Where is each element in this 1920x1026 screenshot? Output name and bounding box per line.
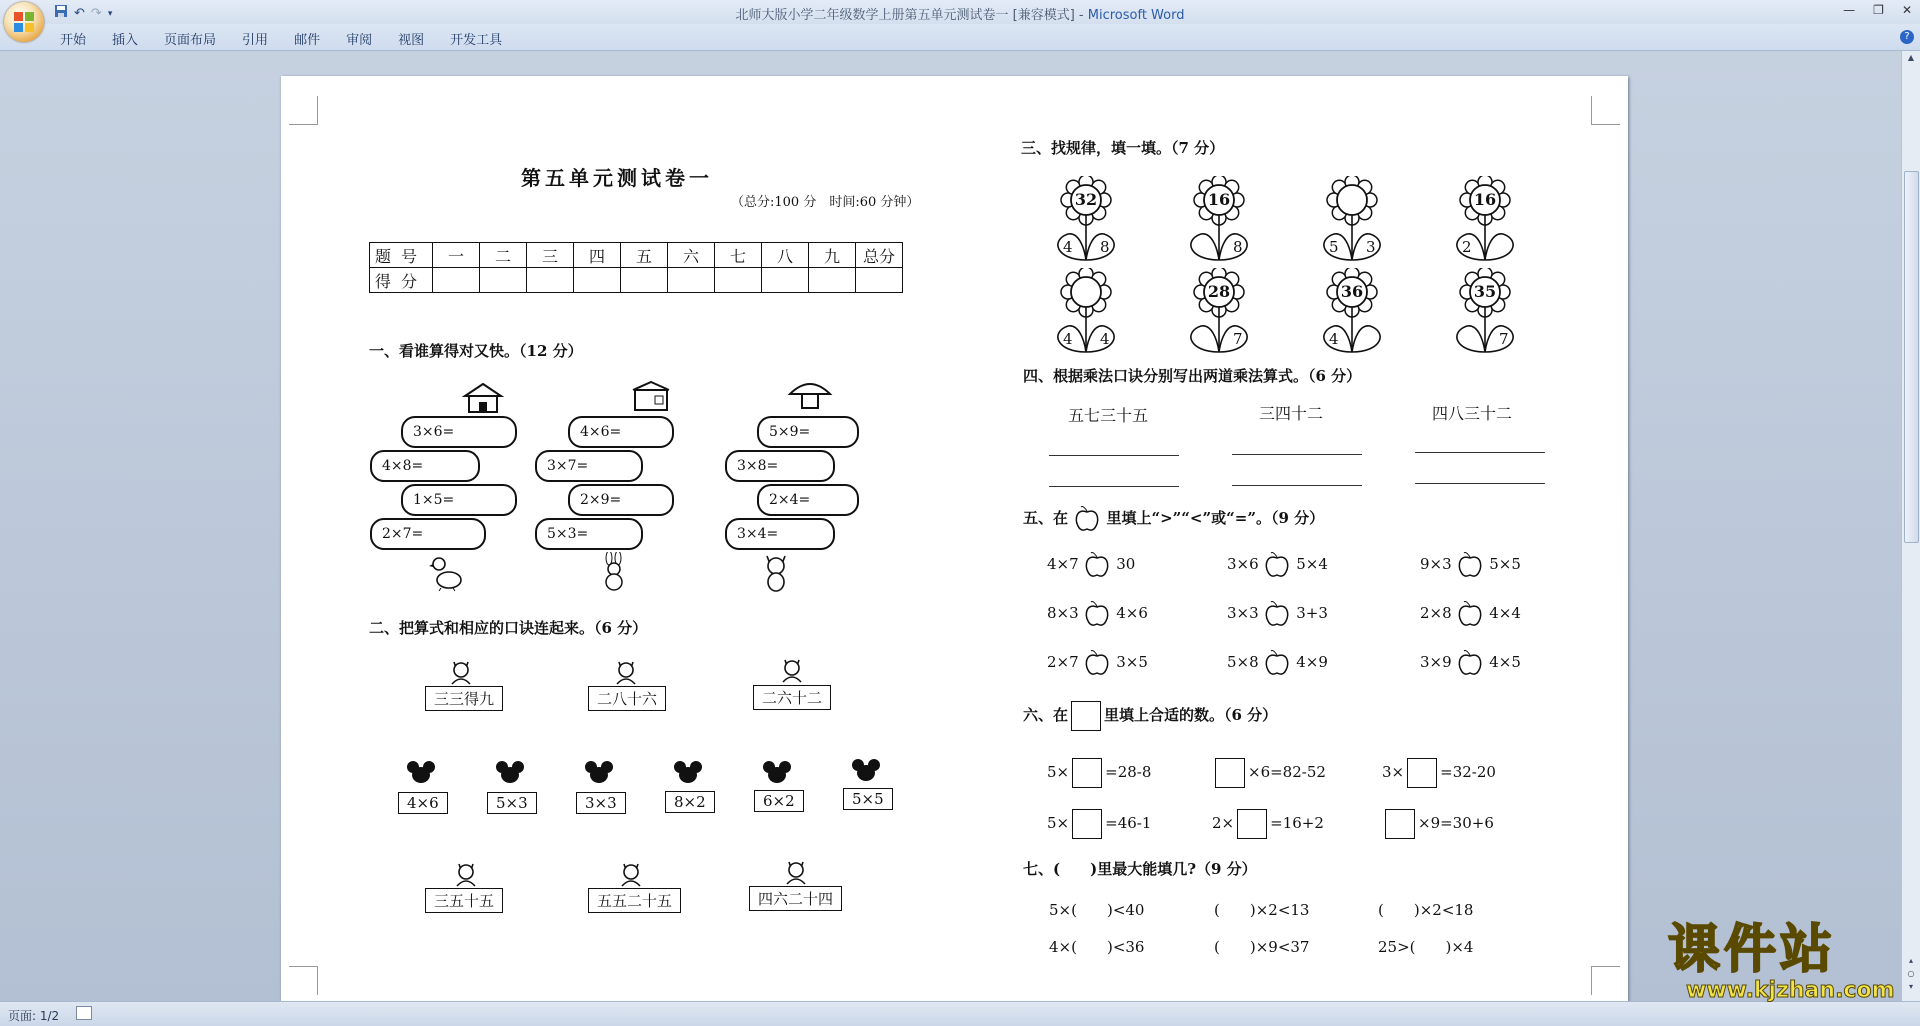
section-1-title: 一、看谁算得对又快。（12 分） <box>369 342 583 360</box>
window-controls <box>1843 3 1912 17</box>
flower-center-value: 32 <box>1074 190 1098 209</box>
site-watermark <box>1668 919 1895 1003</box>
answer-box[interactable] <box>1407 758 1437 788</box>
flower-right-value: 8 <box>1100 238 1110 256</box>
restore-icon[interactable]: ❐ <box>1873 3 1884 17</box>
prev-page-icon[interactable]: ▴ <box>1908 956 1913 965</box>
verse-label: 二八十六 <box>588 686 666 711</box>
max-fill-item[interactable]: ( )×2<13 <box>1214 901 1310 919</box>
expr-label: 3×3 <box>576 792 626 814</box>
score-cell: 九 <box>809 243 856 268</box>
compare-right: 5×4 <box>1296 555 1328 573</box>
section-6-title-b: 里填上合适的数。（6 分） <box>1104 706 1278 724</box>
calc-cloud: 3×6= <box>401 416 517 448</box>
tab-review[interactable]: 审阅 <box>346 33 373 48</box>
answer-line[interactable] <box>1232 485 1362 486</box>
verse-label: 五五二十五 <box>588 888 681 913</box>
section-5-title-a: 五、在 <box>1023 509 1069 527</box>
score-table-head: 题号 <box>370 243 433 268</box>
scroll-thumb[interactable] <box>1904 171 1919 543</box>
verse-label: 三五十五 <box>425 888 503 913</box>
flower-center-value: 28 <box>1207 282 1231 301</box>
apple-icon[interactable] <box>1263 551 1291 579</box>
window-title-doc: 北师大版小学二年级数学上册第五单元测试卷一 [兼容模式] - <box>735 8 1088 23</box>
ribbon <box>0 24 1920 51</box>
compare-item <box>1227 600 1328 628</box>
section-6-title <box>1023 701 1277 731</box>
rabbit-icon <box>599 552 629 592</box>
compare-right: 30 <box>1116 555 1136 573</box>
vertical-scrollbar[interactable] <box>1901 51 1920 1001</box>
office-logo-icon <box>13 11 35 33</box>
verse-label: 四六二十四 <box>749 886 842 911</box>
flower-center-value: 35 <box>1473 282 1497 301</box>
fill-prefix: 2× <box>1212 814 1235 832</box>
calc-cloud: 4×6= <box>568 416 674 448</box>
score-cell <box>433 268 480 293</box>
fill-item <box>1382 809 1494 839</box>
flower-left-value: 4 <box>1329 330 1339 348</box>
calc-cloud: 4×8= <box>370 450 480 482</box>
office-button[interactable] <box>4 2 44 42</box>
verse-item: 三四十二 <box>1259 404 1324 423</box>
flower <box>1046 268 1126 356</box>
compare-item <box>1047 600 1148 628</box>
verse-label: 二六十二 <box>753 685 831 710</box>
score-cell <box>762 268 809 293</box>
score-cell: 三 <box>527 243 574 268</box>
ribbon-tabs <box>60 29 528 48</box>
tab-page-layout[interactable]: 页面布局 <box>164 33 217 48</box>
apple-icon <box>1073 505 1101 533</box>
fill-suffix: =16+2 <box>1270 814 1324 832</box>
answer-line[interactable] <box>1415 483 1545 484</box>
cat-icon <box>616 860 646 888</box>
mouse-icon <box>405 760 437 784</box>
flower <box>1046 176 1126 264</box>
score-cell <box>480 268 527 293</box>
tab-insert[interactable]: 插入 <box>112 33 139 48</box>
answer-line[interactable] <box>1049 455 1179 456</box>
apple-icon[interactable] <box>1083 600 1111 628</box>
answer-line[interactable] <box>1415 452 1545 453</box>
verse-item: 四八三十二 <box>1432 404 1513 423</box>
flower-icon <box>1046 268 1126 356</box>
cat-icon <box>761 552 791 592</box>
section-5-title-b: 里填上“>”“<”或“=”。（9 分） <box>1106 509 1325 527</box>
compare-right: 3+3 <box>1296 604 1328 622</box>
doc-title: 第五单元测试卷一 <box>521 166 713 190</box>
flower <box>1179 268 1259 356</box>
compare-left: 4×7 <box>1047 555 1079 573</box>
calc-cloud: 1×5= <box>401 484 517 516</box>
apple-icon[interactable] <box>1263 649 1291 677</box>
expr-label: 4×6 <box>398 792 448 814</box>
compare-right: 4×9 <box>1296 653 1328 671</box>
compare-left: 9×3 <box>1420 555 1452 573</box>
compare-item <box>1227 551 1328 579</box>
page-indicator[interactable]: 页面: 1/2 <box>8 1009 60 1023</box>
flower-right-value: 7 <box>1499 330 1509 348</box>
fill-suffix: ×6=82-52 <box>1248 763 1326 781</box>
score-cell: 二 <box>480 243 527 268</box>
max-fill-item[interactable]: 5×( )<40 <box>1049 901 1145 919</box>
corner-mark <box>1591 966 1620 995</box>
score-cell <box>715 268 762 293</box>
score-cell <box>668 268 715 293</box>
compare-item <box>1047 649 1148 677</box>
tab-developer[interactable]: 开发工具 <box>450 33 503 48</box>
flower <box>1312 268 1392 356</box>
redo-icon[interactable]: ↷ <box>90 5 102 21</box>
mouse-icon <box>761 760 793 784</box>
corner-mark <box>1591 96 1620 125</box>
undo-icon[interactable]: ↶ <box>74 5 85 21</box>
flower-right-value: 7 <box>1233 330 1243 348</box>
tab-view[interactable]: 视图 <box>398 33 425 48</box>
verse-item: 五七三十五 <box>1068 406 1149 425</box>
flower-right-value: 4 <box>1100 330 1110 348</box>
calc-cloud: 3×4= <box>725 518 835 550</box>
fill-prefix: 3× <box>1382 763 1405 781</box>
expr-label: 5×3 <box>487 792 537 814</box>
answer-line[interactable] <box>1049 486 1179 487</box>
score-cell: 五 <box>621 243 668 268</box>
flower-center-value: 16 <box>1207 190 1231 209</box>
duck-icon <box>429 556 463 592</box>
max-fill-item[interactable]: ( )×2<18 <box>1378 901 1474 919</box>
compare-item <box>1420 649 1521 677</box>
fill-suffix: =28-8 <box>1105 763 1152 781</box>
section-4-title: 四、根据乘法口诀分别写出两道乘法算式。（6 分） <box>1023 367 1362 385</box>
flower-left-value: 5 <box>1329 238 1339 256</box>
calc-cloud: 5×9= <box>757 416 859 448</box>
fill-item <box>1047 809 1151 839</box>
compare-left: 2×7 <box>1047 653 1079 671</box>
score-cell <box>856 268 903 293</box>
document-page[interactable] <box>281 76 1628 1001</box>
tab-home[interactable]: 开始 <box>60 33 87 48</box>
score-cell: 八 <box>762 243 809 268</box>
section-3-title: 三、找规律，填一填。（7 分） <box>1021 139 1225 157</box>
next-page-icon[interactable]: ▾ <box>1908 982 1913 991</box>
fill-item <box>1047 758 1151 788</box>
doc-subtitle: （总分:100 分 时间:60 分钟） <box>731 195 920 210</box>
calc-cloud: 3×8= <box>725 450 835 482</box>
flower-center-value: 36 <box>1340 282 1364 301</box>
flower-icon <box>1312 176 1392 264</box>
compare-right: 3×5 <box>1116 653 1148 671</box>
flower-left-value: 2 <box>1462 238 1472 256</box>
close-icon[interactable]: ✕ <box>1901 3 1912 17</box>
flower <box>1312 176 1392 264</box>
calc-cloud: 2×4= <box>757 484 859 516</box>
mouse-icon <box>850 758 882 782</box>
compare-left: 3×3 <box>1227 604 1259 622</box>
expr-label: 6×2 <box>754 790 804 812</box>
answer-line[interactable] <box>1232 454 1362 455</box>
score-cell <box>574 268 621 293</box>
cat-icon <box>611 658 641 686</box>
minimize-icon[interactable]: — <box>1843 3 1856 17</box>
max-fill-item[interactable]: ( )×9<37 <box>1214 938 1310 956</box>
flower-center-value: 16 <box>1473 190 1497 209</box>
status-bar <box>0 1001 1920 1026</box>
scroll-up-icon[interactable]: ▲ <box>1907 53 1915 62</box>
watermark-brand: 课件站 <box>1668 919 1837 980</box>
flower-right-value: 8 <box>1233 238 1243 256</box>
expr-label: 5×5 <box>843 788 893 810</box>
answer-box[interactable] <box>1072 758 1102 788</box>
compare-left: 5×8 <box>1227 653 1259 671</box>
compare-right: 4×6 <box>1116 604 1148 622</box>
score-table-row <box>370 268 903 293</box>
blank-box <box>1071 701 1101 731</box>
cat-icon <box>777 656 807 684</box>
corner-mark <box>289 966 318 995</box>
flower <box>1179 176 1259 264</box>
score-cell: 一 <box>433 243 480 268</box>
fill-prefix: 5× <box>1047 763 1070 781</box>
help-icon[interactable]: ? <box>1900 30 1914 44</box>
section-7-title: 七、( )里最大能填几?（9 分） <box>1023 860 1257 878</box>
apple-icon[interactable] <box>1456 551 1484 579</box>
score-table <box>369 242 903 293</box>
house-icon <box>461 382 505 414</box>
score-cell: 六 <box>668 243 715 268</box>
score-cell <box>621 268 668 293</box>
calc-cloud: 2×7= <box>370 518 486 550</box>
max-fill-item[interactable]: 4×( )<36 <box>1049 938 1145 956</box>
score-table-row <box>370 243 903 268</box>
title-bar <box>0 0 1920 24</box>
compare-item <box>1227 649 1328 677</box>
watermark-url: www.kjzhan.com <box>1686 978 1895 1003</box>
score-cell: 七 <box>715 243 762 268</box>
house-icon <box>631 380 671 412</box>
apple-icon[interactable] <box>1263 600 1291 628</box>
score-cell <box>809 268 856 293</box>
proofing-icon[interactable] <box>76 1006 92 1020</box>
fill-suffix: =32-20 <box>1440 763 1496 781</box>
expr-label: 8×2 <box>665 791 715 813</box>
mouse-icon <box>583 760 615 784</box>
compare-right: 4×4 <box>1489 604 1521 622</box>
cat-icon <box>446 658 476 686</box>
browse-object-icon[interactable]: ○ <box>1907 969 1915 978</box>
cat-icon <box>451 860 481 888</box>
compare-item <box>1420 551 1521 579</box>
window-title <box>0 4 1920 23</box>
fill-suffix: ×9=30+6 <box>1418 814 1494 832</box>
score-table-head: 得分 <box>370 268 433 293</box>
compare-right: 4×5 <box>1489 653 1521 671</box>
fill-item <box>1212 809 1324 839</box>
section-2-title: 二、把算式和相应的口诀连起来。（6 分） <box>369 619 648 637</box>
apple-icon[interactable] <box>1083 551 1111 579</box>
customize-qat-icon[interactable]: ▾ <box>107 8 113 19</box>
fill-item <box>1212 758 1326 788</box>
fill-prefix: 5× <box>1047 814 1070 832</box>
flower <box>1445 268 1525 356</box>
flower-right-value: 3 <box>1366 238 1376 256</box>
flower-left-value: 4 <box>1063 330 1073 348</box>
flower-left-value: 4 <box>1063 238 1073 256</box>
score-cell <box>527 268 574 293</box>
score-cell: 总分 <box>856 243 903 268</box>
fill-suffix: =46-1 <box>1105 814 1152 832</box>
compare-item <box>1047 551 1135 579</box>
corner-mark <box>289 96 318 125</box>
verse-label: 三三得九 <box>425 686 503 711</box>
compare-left: 2×8 <box>1420 604 1452 622</box>
flower <box>1445 176 1525 264</box>
compare-left: 8×3 <box>1047 604 1079 622</box>
compare-right: 5×5 <box>1489 555 1521 573</box>
score-cell: 四 <box>574 243 621 268</box>
answer-box[interactable] <box>1072 809 1102 839</box>
calc-cloud: 2×9= <box>568 484 674 516</box>
mouse-icon <box>672 760 704 784</box>
cat-icon <box>781 858 811 886</box>
fill-item <box>1382 758 1496 788</box>
apple-icon[interactable] <box>1083 649 1111 677</box>
calc-cloud: 5×3= <box>535 518 643 550</box>
section-6-title-a: 六、在 <box>1023 706 1069 724</box>
mouse-icon <box>494 760 526 784</box>
max-fill-item[interactable]: 25>( )×4 <box>1378 938 1474 956</box>
tab-mailings[interactable]: 邮件 <box>294 33 321 48</box>
window-title-app: Microsoft Word <box>1087 8 1185 23</box>
section-5-title <box>1023 505 1324 533</box>
compare-left: 3×6 <box>1227 555 1259 573</box>
compare-left: 3×9 <box>1420 653 1452 671</box>
calc-cloud: 3×7= <box>535 450 643 482</box>
answer-box[interactable] <box>1237 809 1267 839</box>
apple-icon[interactable] <box>1456 649 1484 677</box>
compare-item <box>1420 600 1521 628</box>
mushroom-house-icon <box>786 378 834 410</box>
answer-box[interactable] <box>1215 758 1245 788</box>
answer-box[interactable] <box>1385 809 1415 839</box>
tab-references[interactable]: 引用 <box>242 33 269 48</box>
apple-icon[interactable] <box>1456 600 1484 628</box>
